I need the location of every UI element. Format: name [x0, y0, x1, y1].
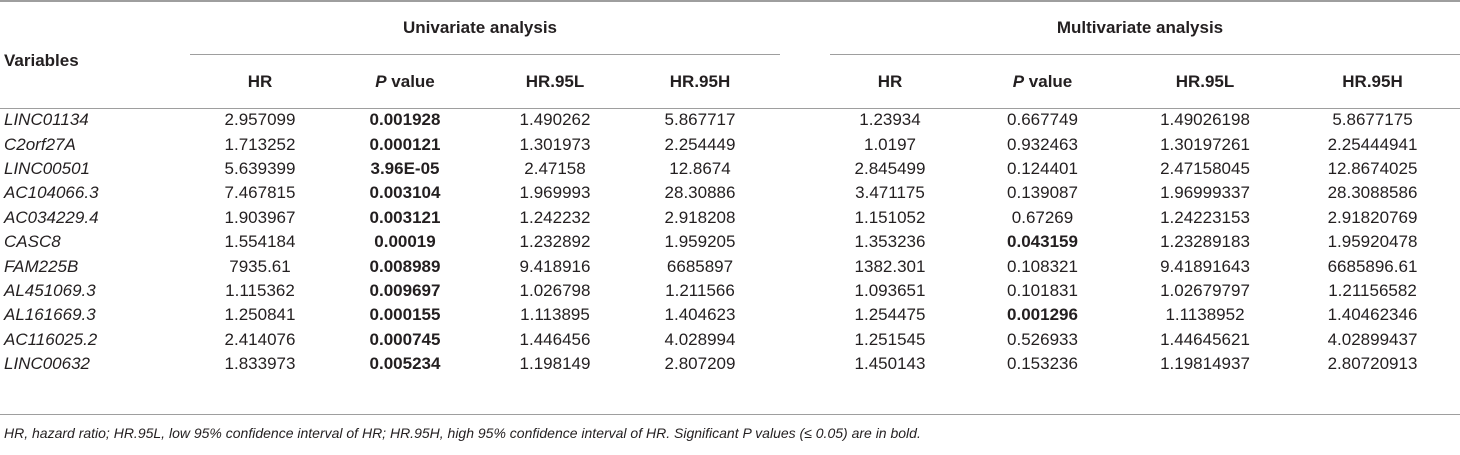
multivariate-cell: 1.40462346	[1327, 305, 1418, 325]
univariate-cell: 12.8674	[669, 158, 731, 178]
multivariate-cell: 2.25444941	[1327, 134, 1418, 154]
multivariate-cell: 1.24223153	[1160, 207, 1250, 227]
univariate-col-header-1: P value	[375, 71, 435, 91]
multivariate-cell: 12.8674025	[1327, 158, 1418, 178]
table-row	[0, 157, 1460, 181]
univariate-cell: 3.96E-05	[370, 158, 440, 178]
multivariate-col-header-3: HR.95H	[1342, 71, 1403, 91]
univariate-cell: 1.969993	[519, 183, 591, 203]
variable-name: AC104066.3	[4, 183, 99, 203]
variables-header: Variables	[4, 51, 79, 70]
multivariate-cell: 0.526933	[1007, 329, 1078, 349]
variable-name: CASC8	[4, 232, 61, 252]
univariate-cell: 0.001928	[369, 110, 441, 130]
multivariate-cell: 9.41891643	[1160, 256, 1250, 276]
univariate-cell: 1.232892	[519, 232, 591, 252]
univariate-cell: 0.003121	[369, 207, 441, 227]
univariate-cell: 2.918208	[664, 207, 736, 227]
multivariate-cell: 28.3088586	[1327, 183, 1418, 203]
univariate-cell: 1.554184	[224, 232, 296, 252]
table-row	[0, 230, 1460, 254]
multivariate-cell: 1.0197	[864, 134, 916, 154]
multivariate-cell: 2.80720913	[1327, 354, 1418, 374]
univariate-cell: 0.003104	[369, 183, 441, 203]
multivariate-cell: 3.471175	[855, 183, 925, 203]
univariate-cell: 1.490262	[519, 110, 591, 130]
multivariate-header: Multivariate analysis	[1056, 17, 1224, 37]
multivariate-cell: 2.845499	[854, 158, 926, 178]
multivariate-cell: 1.353236	[854, 232, 926, 252]
multivariate-cell: 1.49026198	[1160, 110, 1250, 130]
multivariate-cell: 0.932463	[1007, 134, 1078, 154]
table-row	[0, 328, 1460, 352]
variable-name: AL161669.3	[4, 305, 96, 325]
univariate-cell: 1.198149	[519, 354, 591, 374]
multivariate-cell: 0.043159	[1007, 232, 1078, 252]
univariate-cell: 28.30886	[664, 183, 736, 203]
multivariate-cell: 1.1138952	[1165, 305, 1245, 325]
multivariate-col-header-1: P value	[1012, 71, 1073, 91]
table-row	[0, 181, 1460, 205]
univariate-cell: 2.47158	[524, 158, 586, 178]
univariate-cell: 1.404623	[664, 305, 736, 325]
table-body	[0, 108, 1460, 376]
multivariate-cell: 0.101831	[1007, 280, 1078, 300]
variable-name: LINC00501	[4, 158, 91, 178]
multivariate-cell: 0.108321	[1007, 256, 1078, 276]
univariate-cell: 1.113895	[520, 305, 590, 325]
multivariate-cell: 0.153236	[1007, 354, 1078, 374]
multivariate-cell: 1.151052	[854, 207, 926, 227]
multivariate-cell: 0.001296	[1007, 305, 1078, 325]
univariate-cell: 0.008989	[369, 256, 441, 276]
univariate-cell: 4.028994	[664, 329, 736, 349]
univariate-cell: 2.957099	[224, 110, 296, 130]
multivariate-cell: 2.91820769	[1327, 207, 1418, 227]
univariate-cell: 9.418916	[519, 256, 591, 276]
univariate-cell: 1.301973	[519, 134, 591, 154]
univariate-cell: 0.005234	[369, 354, 441, 374]
univariate-col-header-3: HR.95H	[669, 71, 731, 91]
variable-name: AC116025.2	[4, 329, 98, 349]
table-row	[0, 303, 1460, 327]
multivariate-cell: 1.093651	[854, 280, 926, 300]
univariate-cell: 2.254449	[664, 134, 736, 154]
univariate-cell: 1.446456	[519, 329, 591, 349]
variable-name: LINC01134	[4, 110, 89, 130]
table-row	[0, 206, 1460, 230]
multivariate-cell: 5.8677175	[1332, 110, 1413, 130]
univariate-cell: 7.467815	[224, 183, 296, 203]
multivariate-cell: 1.251545	[854, 329, 926, 349]
multivariate-cell: 1.30197261	[1160, 134, 1250, 154]
univariate-cell: 1.242232	[519, 207, 591, 227]
table-row	[0, 108, 1460, 132]
univariate-cell: 1.833973	[224, 354, 296, 374]
univariate-cell: 1.713252	[224, 134, 296, 154]
univariate-cell: 2.807209	[664, 354, 736, 374]
multivariate-cell: 1.44645621	[1160, 329, 1250, 349]
header-row-columns	[0, 55, 1460, 108]
multivariate-cell: 2.47158045	[1160, 158, 1250, 178]
univariate-cell: 0.009697	[369, 280, 441, 300]
multivariate-cell: 4.02899437	[1327, 329, 1418, 349]
multivariate-cell: 1.21156582	[1328, 280, 1417, 300]
univariate-col-header-0: HR	[247, 71, 273, 91]
multivariate-cell: 0.667749	[1007, 110, 1078, 130]
univariate-cell: 0.000121	[369, 134, 441, 154]
univariate-cell: 6685897	[666, 256, 734, 276]
univariate-cell: 7935.61	[229, 256, 291, 276]
variable-name: C2orf27A	[4, 134, 76, 154]
univariate-cell: 1.959205	[664, 232, 736, 252]
univariate-col-header-2: HR.95L	[525, 71, 585, 91]
table-row	[0, 132, 1460, 156]
univariate-header: Univariate analysis	[402, 17, 558, 37]
multivariate-cell: 0.139087	[1007, 183, 1078, 203]
multivariate-col-header-2: HR.95L	[1175, 71, 1235, 91]
multivariate-cell: 0.124401	[1007, 158, 1078, 178]
body-bottom-rule	[0, 414, 1460, 415]
variable-name: AC034229.4	[4, 207, 99, 227]
multivariate-cell: 1.450143	[854, 354, 926, 374]
header-row-groups	[0, 0, 1460, 55]
table-row	[0, 352, 1460, 376]
univariate-cell: 1.250841	[224, 305, 296, 325]
multivariate-cell: 1.23934	[859, 110, 921, 130]
univariate-cell: 5.639399	[224, 158, 296, 178]
multivariate-cell: 1.95920478	[1327, 232, 1418, 252]
multivariate-col-header-0: HR	[877, 71, 903, 91]
footnote: HR, hazard ratio; HR.95L, low 95% confidence interval of HR; HR.95H, high 95% confidence interval of HR. Significant P values (≤ 0.05) are in bold.	[4, 425, 921, 441]
multivariate-cell: 0.67269	[1011, 207, 1074, 227]
univariate-cell: 1.211566	[665, 280, 735, 300]
multivariate-cell: 1.02679797	[1160, 280, 1250, 300]
multivariate-cell: 1.23289183	[1160, 232, 1250, 252]
univariate-cell: 5.867717	[664, 110, 736, 130]
variable-name: FAM225B	[4, 256, 79, 276]
univariate-cell: 0.00019	[374, 232, 436, 252]
univariate-cell: 2.414076	[224, 329, 296, 349]
multivariate-cell: 1.96999337	[1160, 183, 1250, 203]
table-row	[0, 254, 1460, 278]
variable-name: LINC00632	[4, 354, 91, 374]
multivariate-cell: 6685896.61	[1327, 256, 1418, 276]
multivariate-cell: 1.254475	[854, 305, 926, 325]
multivariate-cell: 1382.301	[854, 256, 926, 276]
univariate-cell: 0.000155	[369, 305, 441, 325]
variable-name: AL451069.3	[4, 280, 96, 300]
univariate-cell: 1.903967	[224, 207, 296, 227]
univariate-cell: 1.115362	[225, 280, 295, 300]
univariate-cell: 0.000745	[369, 329, 441, 349]
univariate-cell: 1.026798	[519, 280, 591, 300]
table-row	[0, 279, 1460, 303]
multivariate-cell: 1.19814937	[1160, 354, 1250, 374]
